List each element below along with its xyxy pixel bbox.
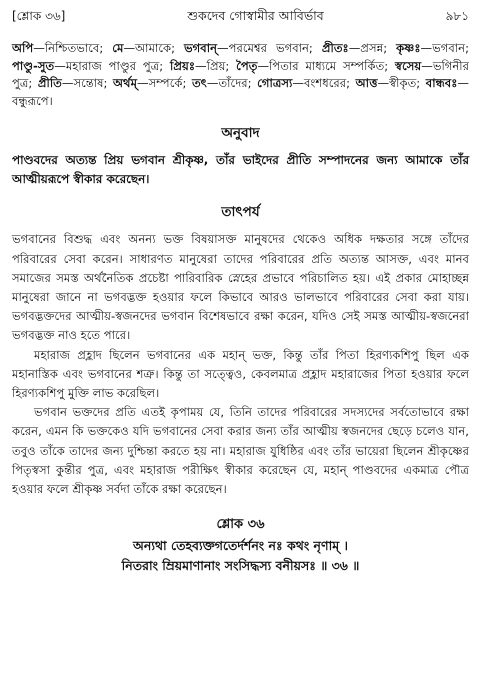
wm-meaning: সম্পর্কে; — [148, 76, 187, 91]
translation-text: পাণ্ডবদের অত্যন্ত প্রিয় ভগবান শ্রীকৃষ্ণ, তাঁর ভাইদের প্রীতি সম্পাদনের জন্য আমাকে তাঁর আত্মীয়রূপে স্বীকার করেছেন। — [12, 153, 469, 187]
running-header — [12, 8, 469, 28]
wm-meaning: বংশধরের; — [303, 76, 351, 91]
wm-term: অর্থম্ — [113, 76, 138, 91]
wm-term: প্রীতঃ — [321, 41, 349, 55]
wm-meaning: বন্ধুরূপে। — [12, 93, 53, 108]
purport-paragraph: মহারাজ প্রহ্লাদ ছিলেন ভগবানের এক মহান্ ভক্ত, কিন্তু তাঁর পিতা হিরণ্যকশিপু ছিল এক মহানাস্তিক এবং ভগবানের শত্রু। কিন্তু তা সত্ত্বেও, কেবলমাত্র প্রহ্লাদ মহারাজের পিতা হওয়ার ফলে হিরণ্যকশিপু মুক্তি লাভ করেছিল। — [12, 347, 469, 400]
wm-term: কৃষ্ণঃ — [396, 41, 421, 55]
wm-term: প্রীতি — [37, 76, 62, 91]
page-number: ৯৮১ — [445, 9, 469, 23]
wm-term: ভগবান্ — [184, 41, 218, 55]
translation-heading: অনুবাদ — [221, 125, 260, 142]
wm-meaning: স্বীকৃত; — [389, 76, 421, 91]
wm-term: প্রিয়ঃ — [170, 58, 196, 73]
wm-term: মে — [112, 41, 124, 55]
purport-paragraph: ভগবানের বিশুদ্ধ এবং অনন্য ভক্ত বিষয়াসক্ত মানুষদের থেকেও অধিক দক্ষতার সঙ্গে তাঁদের পরিবারের সেবা করেন। সাধারণত মানুষেরা তাদের পরিবারের প্রতি অত্যন্ত আসক্ত, এবং মানব সমাজের সমস্ত অর্থনৈতিক প্রচেষ্টা পারিবারিক স্নেহের প্রভাবে পরিচালিত হয়। এই প্রকার মোহাচ্ছন্ন মানুষেরা জানে না ভগবদ্ভক্ত হওয়ার ফলে কিভাবে আরও ভালভাবে পরিবারের সেবা করা যায়। ভগবদ্ভক্তদের আত্মীয়-স্বজনদের ভগবান বিশেষভাবে রক্ষা করেন, যদিও সেই সমস্ত আত্মীয়-স্বজনেরা ভগবদ্ভক্ত নাও হতে পারে। — [12, 232, 469, 343]
wm-meaning: সন্তোষ; — [73, 76, 108, 91]
purport-paragraph: ভগবান ভক্তদের প্রতি এতই কৃপাময় যে, তিনি তাদের পরিবারের সদস্যদের সর্বতোভাবে রক্ষা করেন, এমন কি ভক্তকেও যদি ভগবানের সেবা করার জন্য তাঁর আত্মীয় স্বজনদের ছেড়ে চলেও যান, তবুও তাঁকে তাদের জন্য দুশ্চিন্তা করতে হয় না। মহারাজ যুধিষ্ঠির এবং তাঁর ভায়েরা ছিলেন শ্রীকৃষ্ণের পিতৃস্বসা কুন্তীর পুত্র, এবং মহারাজ পরীক্ষিৎ স্বীকার করেছেন যে, মহান্ পাণ্ডবদের একমাত্র পৌত্র হওয়ার ফলে শ্রীকৃষ্ণ সর্বদা তাঁকে রক্ষা করেছেন। — [12, 405, 469, 497]
wm-meaning: পরমেশ্বর ভগবান; — [228, 41, 313, 55]
wm-term: পাণ্ডু-সুত — [12, 58, 55, 73]
wm-meaning: পিতার মাধ্যমে সম্পর্কিত; — [269, 58, 389, 73]
wm-term: আত্ত — [355, 76, 378, 91]
wm-meaning: নিশ্চিতভাবে; — [44, 41, 104, 55]
wm-term: বান্ধবঃ — [425, 76, 458, 91]
wm-meaning: প্রিয়; — [206, 58, 230, 73]
wm-term: পৈতৃ — [236, 58, 258, 73]
purport-heading: তাৎপর্য — [221, 204, 260, 221]
wm-meaning: আমাকে; — [135, 41, 176, 55]
verse-heading: শ্লোক ৩৬ — [216, 517, 265, 533]
wm-meaning: প্রসন্ন; — [360, 41, 388, 55]
verse-line: অন্যথা তেহব্যক্তগতের্দর্শনং নঃ কথং নৃণাম্ । — [133, 538, 348, 554]
word-meanings: অপি—নিশ্চিতভাবে; মে—আমাকে; ভগবান্—পরমেশ্বর ভগবান; প্রীতঃ—প্রসন্ন; কৃষ্ণঃ—ভগবান; পাণ্ডু-সুত—মহারাজ পাণ্ডুর পুত্র; প্রিয়ঃ—প্রিয়; পৈতৃ—পিতার মাধ্যমে সম্পর্কিত; স্বসেয়—ভগিনীর পুত্র; প্রীতি—সন্তোষ; অর্থম্—সম্পর্কে; তৎ—তাঁদের; গোত্রস্য—বংশধরের; আত্ত—স্বীকৃত; বান্ধবঃ—বন্ধুরূপে। — [12, 41, 469, 108]
wm-term: গোত্রস্য — [257, 76, 293, 91]
wm-meaning: ভগবান; — [432, 41, 469, 55]
wm-meaning: মহারাজ পাণ্ডুর পুত্র; — [65, 58, 164, 73]
wm-meaning: ভগিনীর পুত্র; — [12, 58, 469, 91]
wm-meaning: তাঁদের; — [218, 76, 252, 91]
wm-term: অপি — [12, 41, 34, 55]
wm-term: তৎ — [191, 76, 207, 91]
chapter-title: শুকদেব গোস্বামীর আবির্ভাব — [187, 8, 324, 23]
verse-reference: [শ্লোক ৩৬] — [12, 9, 66, 23]
verse-line: নিতরাং ম্রিয়মাণানাং সংসিদ্ধস্য বনীয়সঃ ॥ ৩৬ ॥ — [121, 558, 360, 574]
wm-term: স্বসেয় — [395, 58, 422, 73]
